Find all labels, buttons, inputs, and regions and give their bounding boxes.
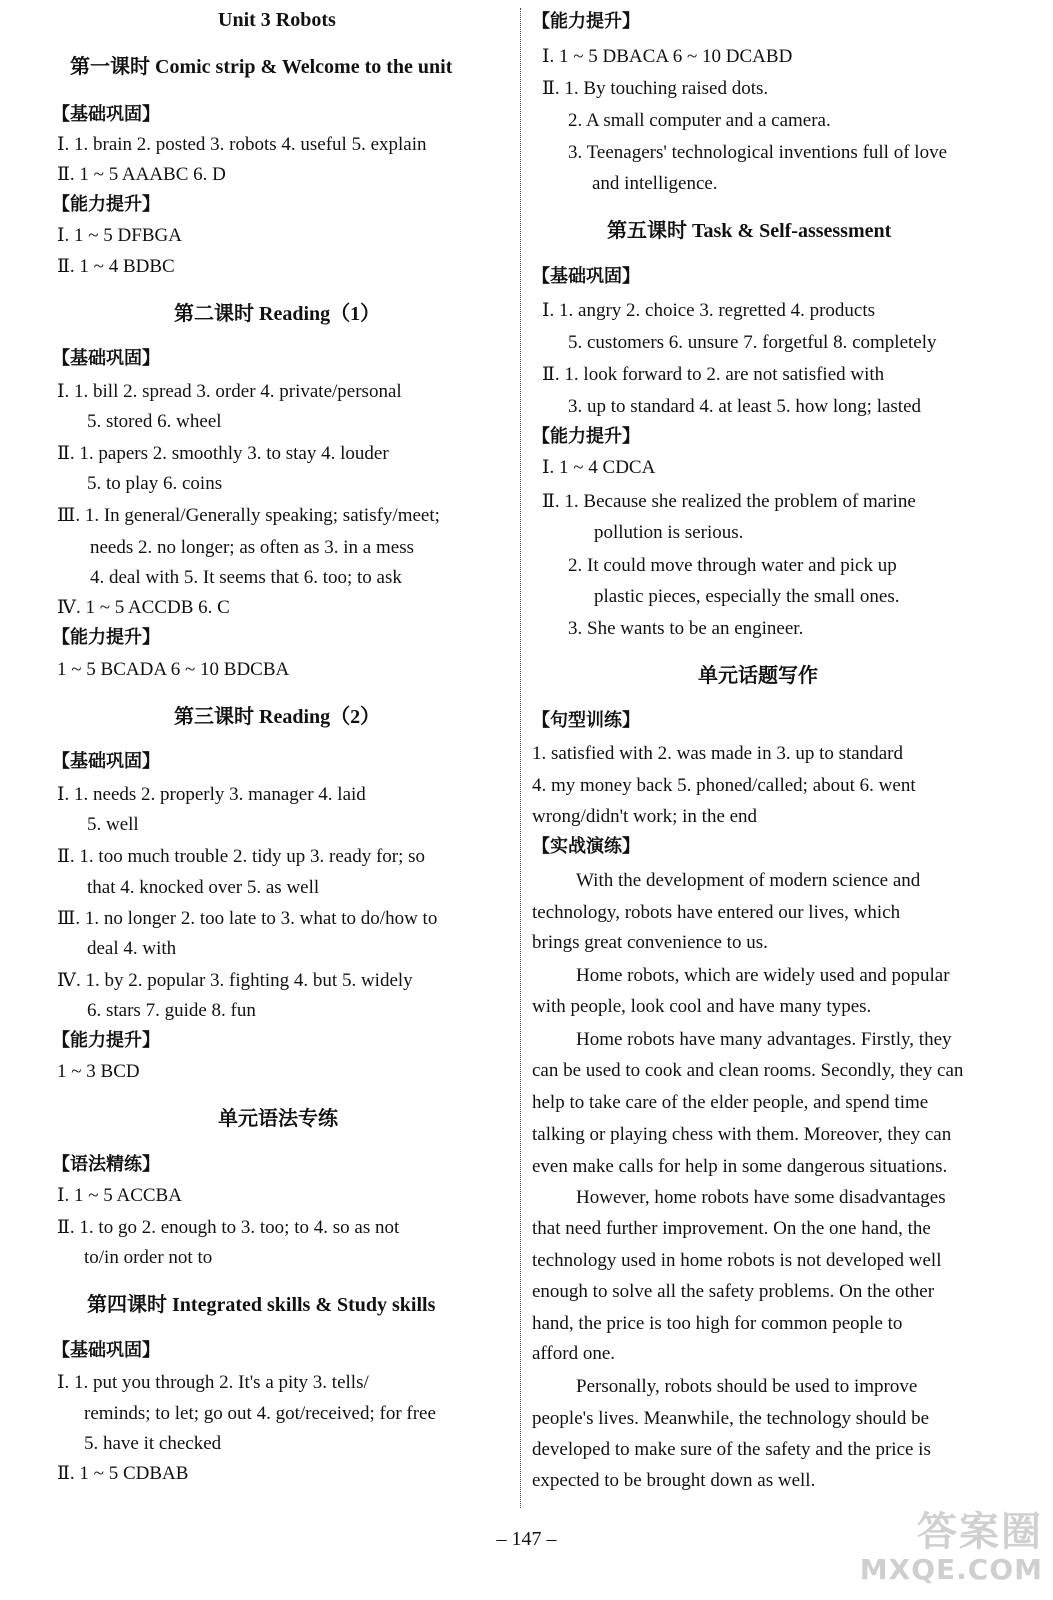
answer-line: Ⅰ. 1. brain 2. posted 3. robots 4. useful 5. explain (57, 134, 427, 155)
answer-line: Ⅳ. 1. by 2. popular 3. fighting 4. but 5. widely (57, 970, 413, 991)
answer-line: even make calls for help in some dangerous situations. (532, 1156, 948, 1177)
answer-line: Ⅰ. 1 ~ 5 DFBGA (57, 225, 182, 246)
answer-line: help to take care of the elder people, and spend time (532, 1092, 929, 1113)
section-title: 第三课时 Reading（2） (174, 706, 381, 728)
answer-line: 6. stars 7. guide 8. fun (87, 1000, 256, 1021)
section-title: 第五课时 Task & Self-assessment (607, 220, 892, 242)
answer-line: 5. customers 6. unsure 7. forgetful 8. completely (568, 332, 937, 353)
subsection-heading: 【基础巩固】 (52, 348, 160, 369)
answer-line: deal 4. with (87, 938, 177, 959)
answer-line: developed to make sure of the safety and the price is (532, 1439, 931, 1460)
answer-line: Ⅱ. 1 ~ 5 AAABC 6. D (57, 164, 226, 185)
section-title: 单元话题写作 (698, 665, 818, 687)
answer-line: Ⅱ. 1. Because she realized the problem of marine (542, 491, 916, 512)
answer-line: 1. satisfied with 2. was made in 3. up to standard (532, 743, 903, 764)
answer-line: people's lives. Meanwhile, the technology should be (532, 1408, 930, 1429)
answer-line: Ⅱ. 1 ~ 5 CDBAB (57, 1463, 189, 1484)
subsection-heading: 【基础巩固】 (532, 266, 640, 287)
section-title: 第四课时 Integrated skills & Study skills (87, 1294, 436, 1316)
section-title: 单元语法专练 (218, 1108, 338, 1130)
answer-line: 2. A small computer and a camera. (568, 110, 831, 131)
section-title: 第一课时 Comic strip & Welcome to the unit (70, 56, 453, 78)
answer-line: 3. up to standard 4. at least 5. how long; lasted (568, 396, 922, 417)
watermark-text: 答案圈 (917, 1509, 1043, 1555)
answer-line: Ⅱ. 1. too much trouble 2. tidy up 3. ready for; so (57, 846, 426, 867)
answer-line: hand, the price is too high for common people to (532, 1313, 903, 1334)
answer-line: pollution is serious. (594, 522, 744, 543)
subsection-heading: 【能力提升】 (52, 194, 160, 215)
answer-line: 5. well (87, 814, 139, 835)
watermark-url: MXQE.COM (859, 1553, 1043, 1586)
section-title: Unit 3 Robots (218, 9, 336, 31)
answer-line: enough to solve all the safety problems. On the other (532, 1281, 935, 1302)
answer-line: Ⅱ. 1. papers 2. smoothly 3. to stay 4. louder (57, 443, 389, 464)
answer-line: Ⅰ. 1. put you through 2. It's a pity 3. tells/ (57, 1372, 369, 1393)
answer-line: Ⅳ. 1 ~ 5 ACCDB 6. C (57, 597, 230, 618)
answer-line: Ⅰ. 1 ~ 5 ACCBA (57, 1185, 182, 1206)
answer-line: Ⅱ. 1. to go 2. enough to 3. too; to 4. so as not (57, 1217, 400, 1238)
subsection-heading: 【能力提升】 (52, 627, 160, 648)
answer-line: and intelligence. (592, 173, 718, 194)
answer-line: 3. She wants to be an engineer. (568, 618, 804, 639)
answer-line: brings great convenience to us. (532, 932, 768, 953)
answer-line: Ⅰ. 1. angry 2. choice 3. regretted 4. products (542, 300, 876, 321)
answer-line: With the development of modern science and (576, 870, 921, 891)
answer-line: Home robots, which are widely used and popular (576, 965, 950, 986)
answer-line: Home robots have many advantages. Firstly, they (576, 1029, 952, 1050)
answer-line: wrong/didn't work; in the end (532, 806, 758, 827)
section-title: 第二课时 Reading（1） (174, 303, 381, 325)
answer-line: 1 ~ 3 BCD (57, 1061, 140, 1082)
subsection-heading: 【基础巩固】 (52, 751, 160, 772)
answer-line: Ⅲ. 1. no longer 2. too late to 3. what to do/how to (57, 908, 438, 929)
subsection-heading: 【能力提升】 (532, 426, 640, 447)
answer-line: expected to be brought down as well. (532, 1470, 816, 1491)
subsection-heading: 【语法精练】 (52, 1154, 160, 1175)
answer-line: 5. to play 6. coins (87, 473, 223, 494)
answer-line: However, home robots have some disadvantages (576, 1187, 946, 1208)
answer-line: Ⅱ. 1 ~ 4 BDBC (57, 256, 175, 277)
answer-line: 5. stored 6. wheel (87, 411, 222, 432)
answer-line: 4. my money back 5. phoned/called; about 6. went (532, 775, 916, 796)
answer-line: to/in order not to (84, 1247, 213, 1268)
column-divider (520, 8, 521, 1508)
subsection-heading: 【基础巩固】 (52, 104, 160, 125)
answer-line: Ⅰ. 1. bill 2. spread 3. order 4. private/personal (57, 381, 402, 402)
answer-line: Ⅱ. 1. look forward to 2. are not satisfied with (542, 364, 885, 385)
answer-line: needs 2. no longer; as often as 3. in a mess (90, 537, 414, 558)
answer-line: Personally, robots should be used to improve (576, 1376, 918, 1397)
watermark-logo (853, 1510, 1043, 1592)
answer-line: plastic pieces, especially the small ones. (594, 586, 900, 607)
answer-line: with people, look cool and have many types. (532, 996, 872, 1017)
subsection-heading: 【能力提升】 (532, 11, 640, 32)
answer-line: Ⅲ. 1. In general/Generally speaking; satisfy/meet; (57, 505, 440, 526)
subsection-heading: 【句型训练】 (532, 710, 640, 731)
answer-line: talking or playing chess with them. Moreover, they can (532, 1124, 952, 1145)
answer-line: 2. It could move through water and pick up (568, 555, 897, 576)
answer-line: that need further improvement. On the one hand, the (532, 1218, 931, 1239)
answer-line: Ⅰ. 1. needs 2. properly 3. manager 4. laid (57, 784, 366, 805)
answer-line: 4. deal with 5. It seems that 6. too; to ask (90, 567, 402, 588)
answer-line: Ⅱ. 1. By touching raised dots. (542, 78, 769, 99)
answer-line: 5. have it checked (84, 1433, 222, 1454)
subsection-heading: 【实战演练】 (532, 836, 640, 857)
answer-line: that 4. knocked over 5. as well (87, 877, 320, 898)
answer-line: can be used to cook and clean rooms. Secondly, they can (532, 1060, 964, 1081)
answer-line: afford one. (532, 1343, 616, 1364)
answer-line: reminds; to let; go out 4. got/received; for free (84, 1403, 436, 1424)
answer-line: technology used in home robots is not developed well (532, 1250, 942, 1271)
answer-line: Ⅰ. 1 ~ 4 CDCA (542, 457, 656, 478)
page-number: – 147 – (496, 1528, 557, 1550)
answer-line: technology, robots have entered our lives, which (532, 902, 901, 923)
answer-line: Ⅰ. 1 ~ 5 DBACA 6 ~ 10 DCABD (542, 46, 793, 67)
answer-line: 1 ~ 5 BCADA 6 ~ 10 BDCBA (57, 659, 290, 680)
answer-line: 3. Teenagers' technological inventions full of love (568, 142, 947, 163)
subsection-heading: 【能力提升】 (52, 1030, 160, 1051)
subsection-heading: 【基础巩固】 (52, 1340, 160, 1361)
